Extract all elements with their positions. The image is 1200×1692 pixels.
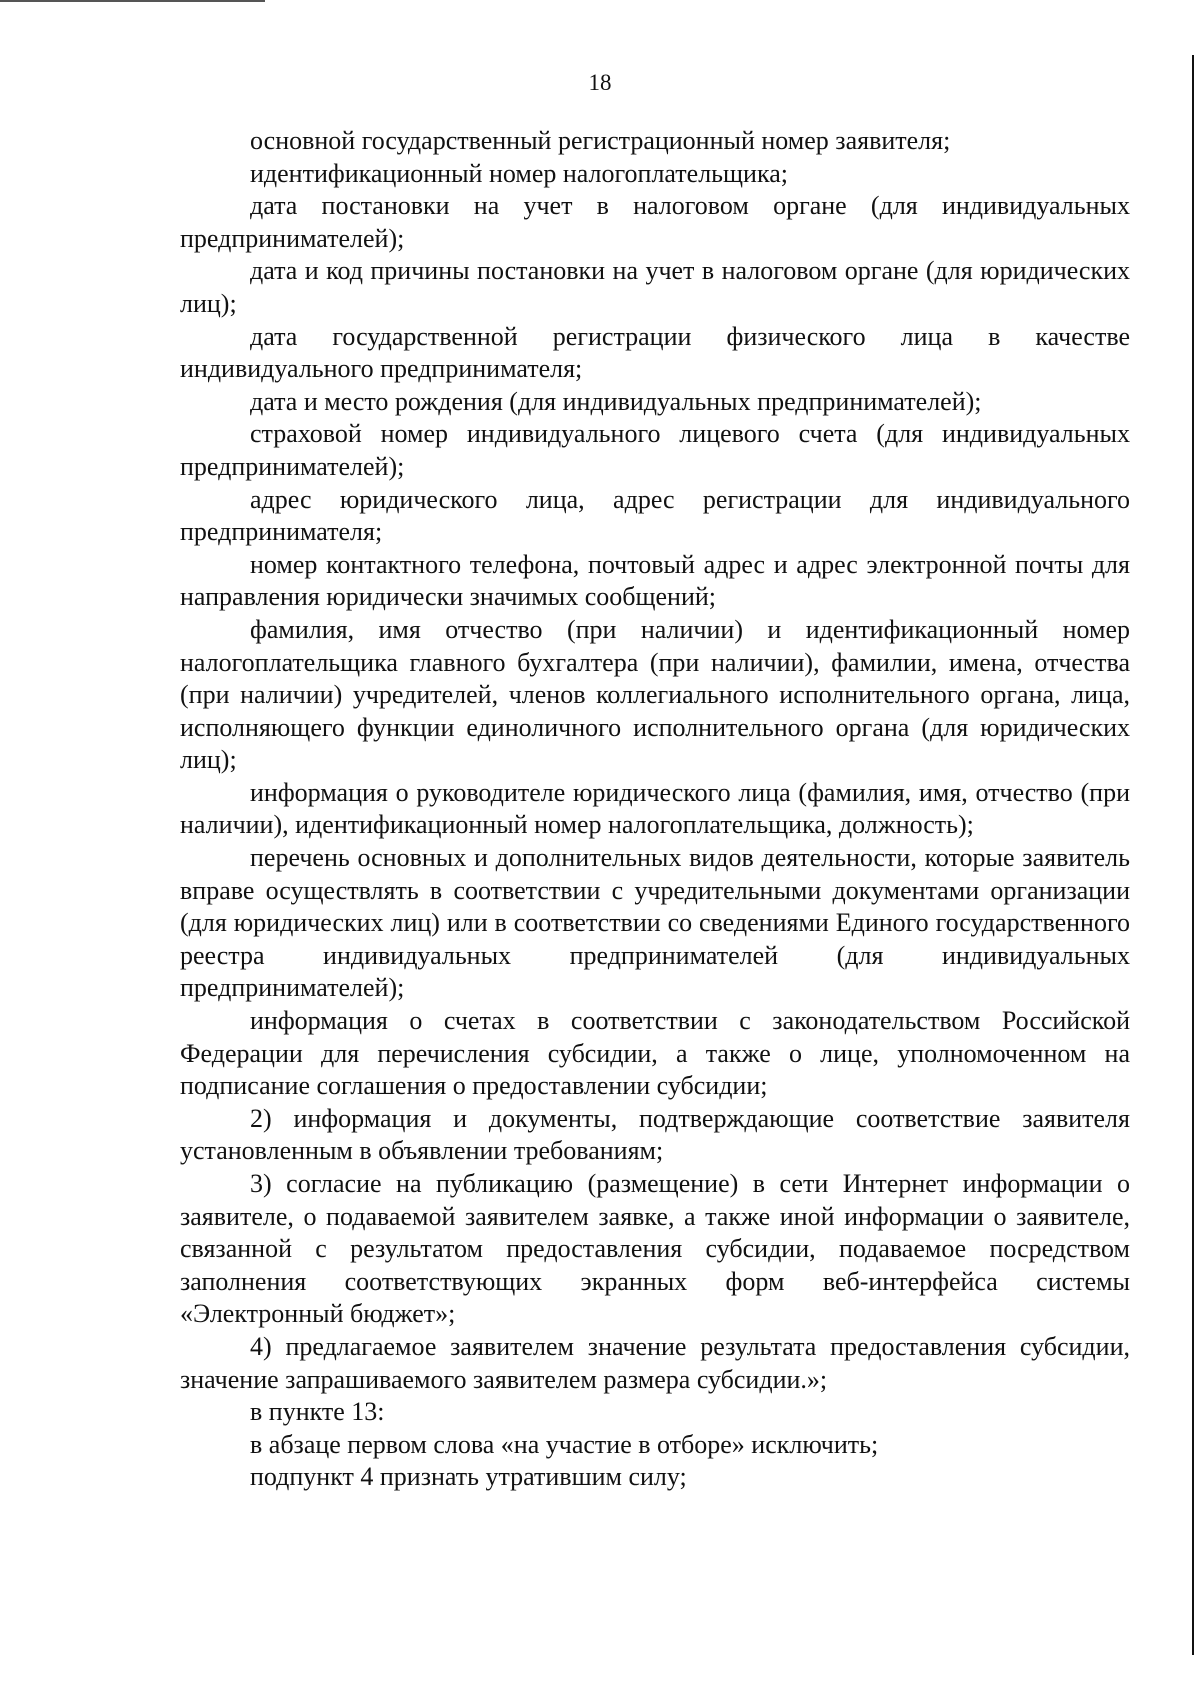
paragraph: идентификационный номер налогоплательщика; <box>250 158 788 188</box>
paragraph: 4) предлагаемое заявителем значение результата предоставления субсидии, значение запрашиваемого заявителем размера субсидии.»; <box>180 1331 1130 1394</box>
paragraph: дата постановки на учет в налоговом органе (для индивидуальных предпринимателей); <box>180 191 1130 253</box>
page-number: 18 <box>588 70 612 95</box>
paragraph: 2) информация и документы, подтверждающие соответствие заявителя установленным в объявлении требованиям; <box>180 1103 1130 1166</box>
paragraph: информация о счетах в соответствии с законодательством Российской Федерации для перечисления субсидии, а также о лице, уполномоченном на подписание соглашения о предоставлении субсидии; <box>180 1006 1130 1101</box>
paragraph: подпункт 4 признать утратившим силу; <box>250 1462 687 1492</box>
paragraph: дата государственной регистрации физического лица в качестве индивидуального предпринимателя; <box>180 321 1130 384</box>
paragraph: 3) согласие на публикацию (размещение) в сети Интернет информации о заявителе, о подаваемой заявителем заявке, а также иной информации о заявителе, связанной с результатом предоставления субсидии, подаваемое посредством заполнения соответствующих экранных форм веб-интерфейса системы «Электронный бюджет»; <box>180 1169 1130 1329</box>
paragraph: в пункте 13: <box>250 1397 385 1427</box>
scan-edge-right <box>1192 55 1194 1655</box>
paragraph: информация о руководителе юридического лица (фамилия, имя, отчество (при наличии), идентификационный номер налогоплательщика, должность); <box>180 777 1130 840</box>
paragraph: основной государственный регистрационный номер заявителя; <box>250 126 951 155</box>
paragraph: адрес юридического лица, адрес регистрации для индивидуального предпринимателя; <box>180 484 1130 547</box>
paragraph: перечень основных и дополнительных видов деятельности, которые заявитель вправе осуществлять в соответствии с учредительными документами организации (для юридических лиц) или в соответствии со сведениями Единого государственного реестра индивидуальных предпринимателей (для индивидуальных предпринимателей); <box>180 843 1130 1003</box>
paragraph: номер контактного телефона, почтовый адрес и адрес электронной почты для направления юридически значимых сообщений; <box>180 549 1130 612</box>
paragraph: фамилия, имя отчество (при наличии) и идентификационный номер налогоплательщика главного бухгалтера (при наличии), фамилии, имена, отчества (при наличии) учредителей, членов коллегиального исполнительного органа, лица, исполняющего функции единоличного исполнительного органа (для юридических лиц); <box>180 614 1130 775</box>
paragraph: страховой номер индивидуального лицевого счета (для индивидуальных предпринимателей); <box>180 419 1130 481</box>
paragraph: в абзаце первом слова «на участие в отборе» исключить; <box>250 1429 879 1459</box>
paragraph: дата и место рождения (для индивидуальных предпринимателей); <box>250 386 982 416</box>
scan-edge-top <box>0 0 265 2</box>
paragraph: дата и код причины постановки на учет в налоговом органе (для юридических лиц); <box>180 256 1130 318</box>
document-body <box>180 125 1130 1494</box>
